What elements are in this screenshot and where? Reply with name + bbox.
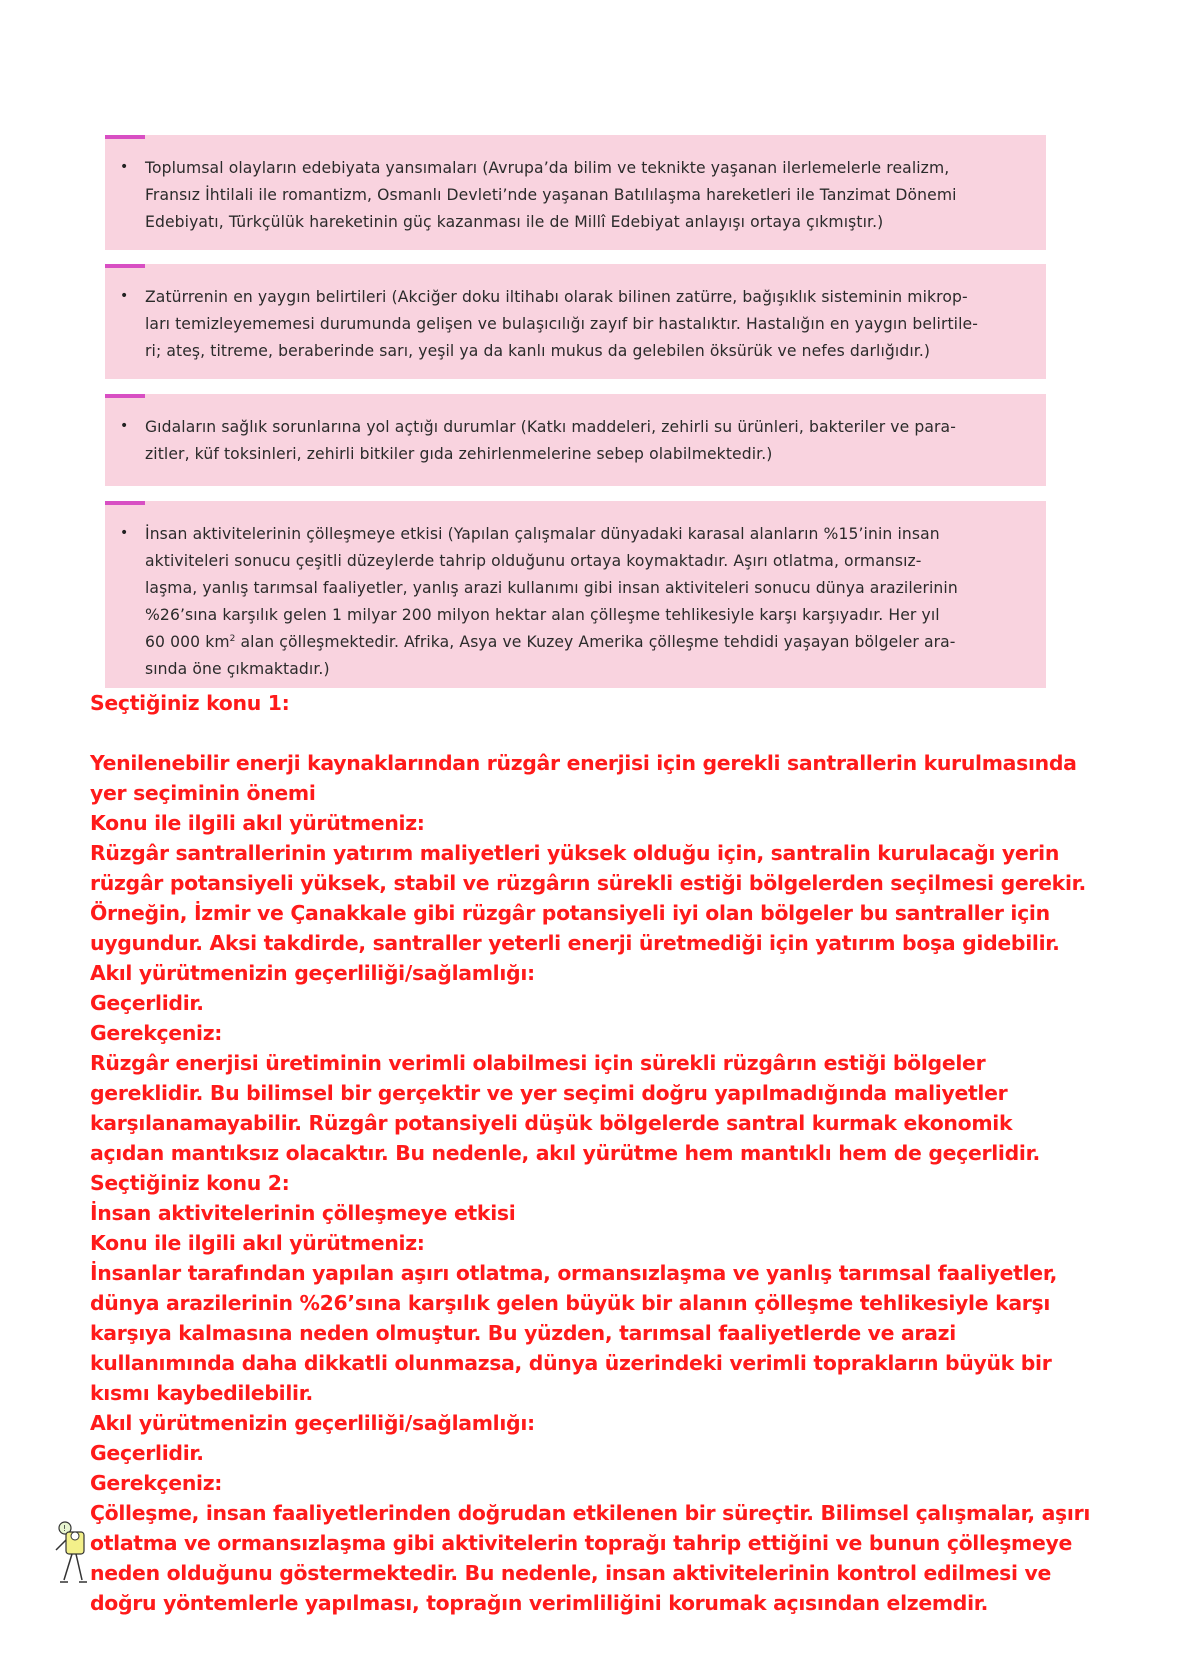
- superscript: 2: [229, 634, 236, 644]
- answer-line: Geçerlidir.: [90, 1441, 204, 1465]
- topic-text: Toplumsal olayların edebiyata yansımaları (Avrupa’da bilim ve teknikte yaşanan ilerlemelerle realizm, Fransız İhtilali ile romantizm, Osmanlı Devleti’nde yaşanan Batılılaşma hareketleri ile Tanzimat Dönemi Edebiyatı, Türkçülük hareketinin güç kazanması ile de Millî Edebiyat anlayışı ortaya çıkmıştır.): [145, 159, 957, 231]
- answer-heading-topic-2: Seçtiğiniz konu 2:: [90, 1171, 290, 1195]
- topic-box-4: [105, 501, 1046, 688]
- answer-section: [90, 688, 1090, 1618]
- answer-line: karşılanamayabilir. Rüzgâr potansiyeli düşük bölgelerde santral kurmak ekonomik: [90, 1111, 1013, 1135]
- blank-line: [90, 718, 1090, 748]
- answer-line: İnsanlar tarafından yapılan aşırı otlatma, ormansızlaşma ve yanlış tarımsal faaliyetler,: [90, 1261, 1058, 1285]
- topic-box-3: [105, 394, 1046, 486]
- answer-heading-topic-1: Seçtiğiniz konu 1:: [90, 691, 290, 715]
- answer-line: Yenilenebilir enerji kaynaklarından rüzgâr enerjisi için gerekli santrallerin kurulmasında: [90, 751, 1077, 775]
- svg-text:!: !: [63, 1524, 67, 1533]
- answer-line: gereklidir. Bu bilimsel bir gerçektir ve yer seçimi doğru yapılmadığında maliyetler: [90, 1081, 1008, 1105]
- topic-text: Zatürrenin en yaygın belirtileri (Akciğer doku iltihabı olarak bilinen zatürre, bağışıklık sisteminin mikrop- ları temizleyememesi durumunda gelişen ve bulaşıcılığı zayıf bir hastalıktır. Hastalığın en yaygın belirtile- ri; ateş, titreme, beraberinde sarı, yeşil ya da kanlı mukus da gelebilen öksürük ve nefes darlığıdır.): [145, 288, 978, 360]
- answer-heading-justification: Gerekçeniz:: [90, 1471, 223, 1495]
- answer-line: karşıya kalmasına neden olmuştur. Bu yüzden, tarımsal faaliyetlerde ve arazi: [90, 1321, 956, 1345]
- answer-heading-justification: Gerekçeniz:: [90, 1021, 223, 1045]
- answer-line: doğru yöntemlerle yapılması, toprağın verimliliğini korumak açısından elzemdir.: [90, 1591, 989, 1615]
- topic-text: Gıdaların sağlık sorunlarına yol açtığı durumlar (Katkı maddeleri, zehirli su ürünleri, bakteriler ve para- zitler, küf toksinleri, zehirli bitkiler gıda zehirlenmelerine sebep olabilmektedir.): [145, 418, 956, 463]
- answer-line: açıdan mantıksız olacaktır. Bu nedenle, akıl yürütme hem mantıklı hem de geçerlidir.: [90, 1141, 1040, 1165]
- bullet-icon: •: [120, 525, 129, 541]
- box-tab-marker: [105, 394, 145, 398]
- answer-heading-validity: Akıl yürütmenizin geçerliliği/sağlamlığı:: [90, 961, 535, 985]
- answer-heading-validity: Akıl yürütmenizin geçerliliği/sağlamlığı:: [90, 1411, 535, 1435]
- answer-line: Rüzgâr santrallerinin yatırım maliyetleri yüksek olduğu için, santralin kurulacağı yerin: [90, 841, 1060, 865]
- topic-text-part: alan çölleşmektedir. Afrika, Asya ve Kuzey Amerika çölleşme tehdidi yaşayan bölgeler ara- sında öne çıkmaktadır.): [145, 633, 956, 678]
- answer-line: Geçerlidir.: [90, 991, 204, 1015]
- box-tab-marker: [105, 501, 145, 505]
- topic-text: [145, 521, 1016, 683]
- answer-line: İnsan aktivitelerinin çölleşmeye etkisi: [90, 1201, 516, 1225]
- answer-line: otlatma ve ormansızlaşma gibi aktivitelerin toprağı tahrip ettiğini ve bunun çölleşmeye: [90, 1531, 1073, 1555]
- answer-line: Rüzgâr enerjisi üretiminin verimli olabilmesi için sürekli rüzgârın estiği bölgeler: [90, 1051, 986, 1075]
- answer-line: Örneğin, İzmir ve Çanakkale gibi rüzgâr potansiyeli iyi olan bölgeler bu santraller için: [90, 901, 1050, 925]
- box-tab-marker: [105, 135, 145, 139]
- answer-line: dünya arazilerinin %26’sına karşılık gelen büyük bir alanın çölleşme tehlikesiyle karşı: [90, 1291, 1051, 1315]
- box-tab-marker: [105, 264, 145, 268]
- answer-line: yer seçiminin önemi: [90, 781, 316, 805]
- bullet-icon: •: [120, 159, 129, 175]
- answer-heading-reasoning: Konu ile ilgili akıl yürütmeniz:: [90, 811, 425, 835]
- answer-line: kullanımında daha dikkatli olunmazsa, dünya üzerindeki verimli toprakların büyük bir: [90, 1351, 1052, 1375]
- answer-line: uygundur. Aksi takdirde, santraller yeterli enerji üretmediği için yatırım boşa gidebilir.: [90, 931, 1060, 955]
- topic-box-2: [105, 264, 1046, 379]
- topic-text-part: İnsan aktivitelerinin çölleşmeye etkisi (Yapılan çalışmalar dünyadaki karasal alanların %15’inin insan aktiviteleri sonucu çeşitli düzeylerde tahrip olduğunu ortaya koymaktadır. Aşırı otlatma, ormansız- laşma, yanlış tarımsal faaliyetler, yanlış arazi kullanımı gibi insan aktiviteleri sonucu dünya arazilerinin %26’sına karşılık gelen 1 milyar 200 milyon hektar alan çölleşme tehlikesiyle karşı karşıyadır. Her yıl 60 000 km: [145, 525, 958, 651]
- topic-box-1: [105, 135, 1046, 250]
- answer-line: neden olduğunu göstermektedir. Bu nedenle, insan aktivitelerinin kontrol edilmesi ve: [90, 1561, 1051, 1585]
- answer-heading-reasoning: Konu ile ilgili akıl yürütmeniz:: [90, 1231, 425, 1255]
- bullet-icon: •: [120, 418, 129, 434]
- answer-line: Çölleşme, insan faaliyetlerinden doğrudan etkilenen bir süreçtir. Bilimsel çalışmalar, aşırı: [90, 1501, 1091, 1525]
- answer-line: kısmı kaybedilebilir.: [90, 1381, 313, 1405]
- mascot-figure-icon: [52, 1520, 92, 1590]
- bullet-icon: •: [120, 288, 129, 304]
- answer-line: rüzgâr potansiyeli yüksek, stabil ve rüzgârın sürekli estiği bölgelerden seçilmesi gerekir.: [90, 871, 1086, 895]
